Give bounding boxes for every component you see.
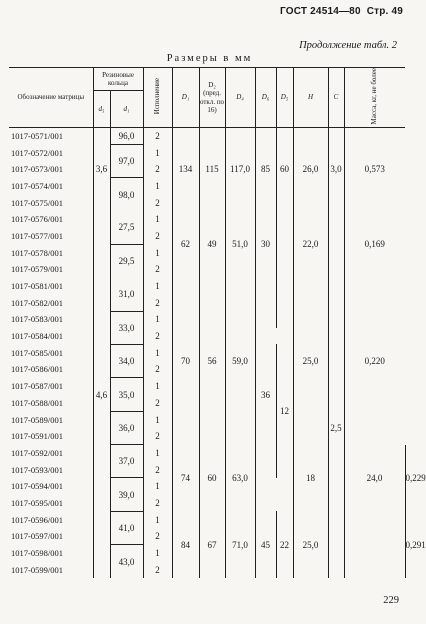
D5-cell: 18 [293,445,328,512]
d1-cell: 39,0 [110,478,143,511]
H-cell: 24,0 [344,445,405,512]
col-header-D1: D₁ [172,68,199,128]
col-header-d5: d₅ [93,91,110,128]
execution-cell: 1 [143,445,172,462]
execution-cell: 2 [143,328,172,345]
D1-cell: 134 [172,128,199,211]
execution-cell: 1 [143,478,172,495]
D2-cell: 56 [199,278,225,445]
execution-cell: 2 [143,294,172,311]
execution-cell: 2 [143,561,172,578]
d1-cell: 34,0 [110,344,143,377]
C-cell: 2,5 [328,278,344,578]
D6-cell: 85 [255,128,276,211]
col-header-D2: D₂ (пред. откл. по 16) [199,68,225,128]
designation-cell: 1017-0574/001 [11,180,63,191]
designation-cell: 1017-0571/001 [11,131,63,142]
designation-cell: 1017-0576/001 [11,214,63,225]
D5-cell: 12 [276,344,293,478]
execution-cell: 1 [143,244,172,261]
H-cell: 25,0 [293,278,328,445]
d1-cell: 31,0 [110,278,143,311]
D1-cell: 84 [172,511,199,578]
D2-cell: 49 [199,211,225,278]
designation-cell: 1017-0599/001 [11,564,63,575]
designation-cell: 1017-0591/001 [11,431,63,442]
d1-cell: 96,0 [110,128,143,145]
D4-cell: 59,0 [225,278,255,445]
H-cell: 26,0 [293,128,328,211]
D2-cell: 115 [199,128,225,211]
execution-cell: 1 [143,144,172,161]
d1-cell: 33,0 [110,311,143,344]
execution-cell: 1 [143,545,172,562]
D4-cell: 71,0 [225,511,255,578]
col-header-C: C [328,68,344,128]
designation-cell: 1017-0581/001 [11,281,63,292]
execution-cell: 1 [143,311,172,328]
col-header-rubber-rings: Резиновые кольца [93,68,143,91]
designation-cell: 1017-0572/001 [11,147,63,158]
designation-cell: 1017-0577/001 [11,230,63,241]
designation-cell: 1017-0592/001 [11,447,63,458]
designation-cell: 1017-0584/001 [11,331,63,342]
d1-cell: 97,0 [110,144,143,177]
d5-cell: 3,6 [93,128,110,211]
D5-cell: 60 [276,128,293,211]
D4-cell: 63,0 [225,445,255,512]
page-header [280,6,403,17]
designation-cell: 1017-0593/001 [11,464,63,475]
d1-cell: 41,0 [110,511,143,544]
D1-cell: 74 [172,445,199,512]
D4-cell: 117,0 [225,128,255,211]
mass-cell: 0,573 [344,128,405,211]
D6-cell: 30 [255,211,276,278]
C-cell: 3,0 [328,128,344,211]
execution-cell: 1 [143,511,172,528]
execution-cell: 2 [143,228,172,245]
designation-cell: 1017-0585/001 [11,347,63,358]
designation-cell: 1017-0597/001 [11,531,63,542]
designation-cell: 1017-0583/001 [11,314,63,325]
d1-cell: 29,5 [110,244,143,277]
d1-cell: 35,0 [110,378,143,411]
H-cell: 22,0 [293,211,328,278]
designation-cell: 1017-0573/001 [11,164,63,175]
table-continuation-note: Продолжение табл. 2 [299,40,397,51]
H-cell: 25,0 [293,511,328,578]
col-header-execution: Исполнение [143,68,172,128]
execution-cell: 2 [143,261,172,278]
designation-cell: 1017-0578/001 [11,247,63,258]
execution-cell: 1 [143,411,172,428]
d1-cell: 43,0 [110,545,143,578]
designation-cell: 1017-0594/001 [11,481,63,492]
designation-cell: 1017-0596/001 [11,514,63,525]
col-header-D4: D₄ [225,68,255,128]
designation-cell: 1017-0586/001 [11,364,63,375]
col-header-d1: d₁ [110,91,143,128]
col-header-mass: Масса, кг, не более [344,68,405,128]
col-header-D5: D₅ [276,68,293,128]
dimensions-table: Обозначение матрицы Резиновые кольца Исполнение D₁ D₂ (пред. откл. по 16) D₄ D₆ D₅ H C Масса, кг, не более d₅ d₁ 1017-0571/001 3,6 96,0 2 134 115 117,0 85 60 26,0 3,0 0,573 1017-0572/001 97,0 1 1017-0573/001 2 1017-0574/001 98,0 1 1017-0575/001 2 1017-0576/001 4,6 27,5 1 62 49 51,0 30 22,0 0,169 1017-0577/001 2 1017-0578/001 29,5 1 1017-0579/001 2 1017-0581/001 31,0 1 70 56 59,0 36 25,0 2,5 0,220 1017-0582/001 2 1017-0583/001 33,0 1 1017-0584/001 2 1017-0585/001 34,0 1 12 1017-0586/001 2 1017-0587/001 35,0 1 1017-0588/001 2 1017-0589/001 36,0 1 1017-0591/001 2 1017-0592/001 37,0 1 74 60 63,0 18 24,0 0,229 1017-0593/001 2 1017-0594/001 39,0 1 1017-0595/001 2 1017-0596/001 41,0 1 84 67 71,0 45 22 25,0 0,291 1017-0597/001 2 1017-0598/001 43,0 1 1017-0599/001 2 [9,67,405,578]
d5-cell: 4,6 [93,211,110,578]
d1-cell: 36,0 [110,411,143,444]
execution-cell: 2 [143,495,172,512]
designation-cell: 1017-0588/001 [11,397,63,408]
d1-cell: 37,0 [110,445,143,478]
page-number: 229 [383,595,399,606]
standard-code: ГОСТ 24514—80 [280,6,361,17]
execution-cell: 2 [143,161,172,178]
designation-cell: 1017-0579/001 [11,264,63,275]
execution-cell: 2 [143,528,172,545]
C-cell [344,511,405,578]
execution-cell: 2 [143,361,172,378]
mass-cell: 0,220 [344,278,405,445]
designation-cell: 1017-0595/001 [11,497,63,508]
execution-cell: 2 [143,461,172,478]
D1-cell: 62 [172,211,199,278]
D6-cell: 36 [255,278,276,512]
execution-cell: 2 [143,194,172,211]
designation-cell: 1017-0589/001 [11,414,63,425]
mass-cell: 0,169 [344,211,405,278]
D5-cell: 22 [276,511,293,578]
execution-cell: 1 [143,378,172,395]
D2-cell: 67 [199,511,225,578]
execution-cell: 1 [143,278,172,295]
d1-cell: 27,5 [110,211,143,244]
D1-cell: 70 [172,278,199,445]
units-caption: Размеры в мм [166,53,253,64]
designation-cell: 1017-0598/001 [11,548,63,559]
d1-cell: 98,0 [110,178,143,211]
designation-cell: 1017-0582/001 [11,297,63,308]
execution-cell: 1 [143,344,172,361]
page-label: Стр. 49 [366,6,403,17]
designation-cell: 1017-0587/001 [11,381,63,392]
execution-cell: 1 [143,211,172,228]
col-header-D6: D₆ [255,68,276,128]
C-cell [328,211,344,278]
col-header-designation: Обозначение матрицы [9,68,93,128]
execution-cell: 2 [143,428,172,445]
D6-cell: 45 [255,511,276,578]
execution-cell: 1 [143,178,172,195]
execution-cell: 2 [143,395,172,412]
D4-cell: 51,0 [225,211,255,278]
D2-cell: 60 [199,445,225,512]
execution-cell: 2 [143,128,172,145]
D5-cell [276,211,293,328]
designation-cell: 1017-0575/001 [11,197,63,208]
col-header-H: H [293,68,328,128]
